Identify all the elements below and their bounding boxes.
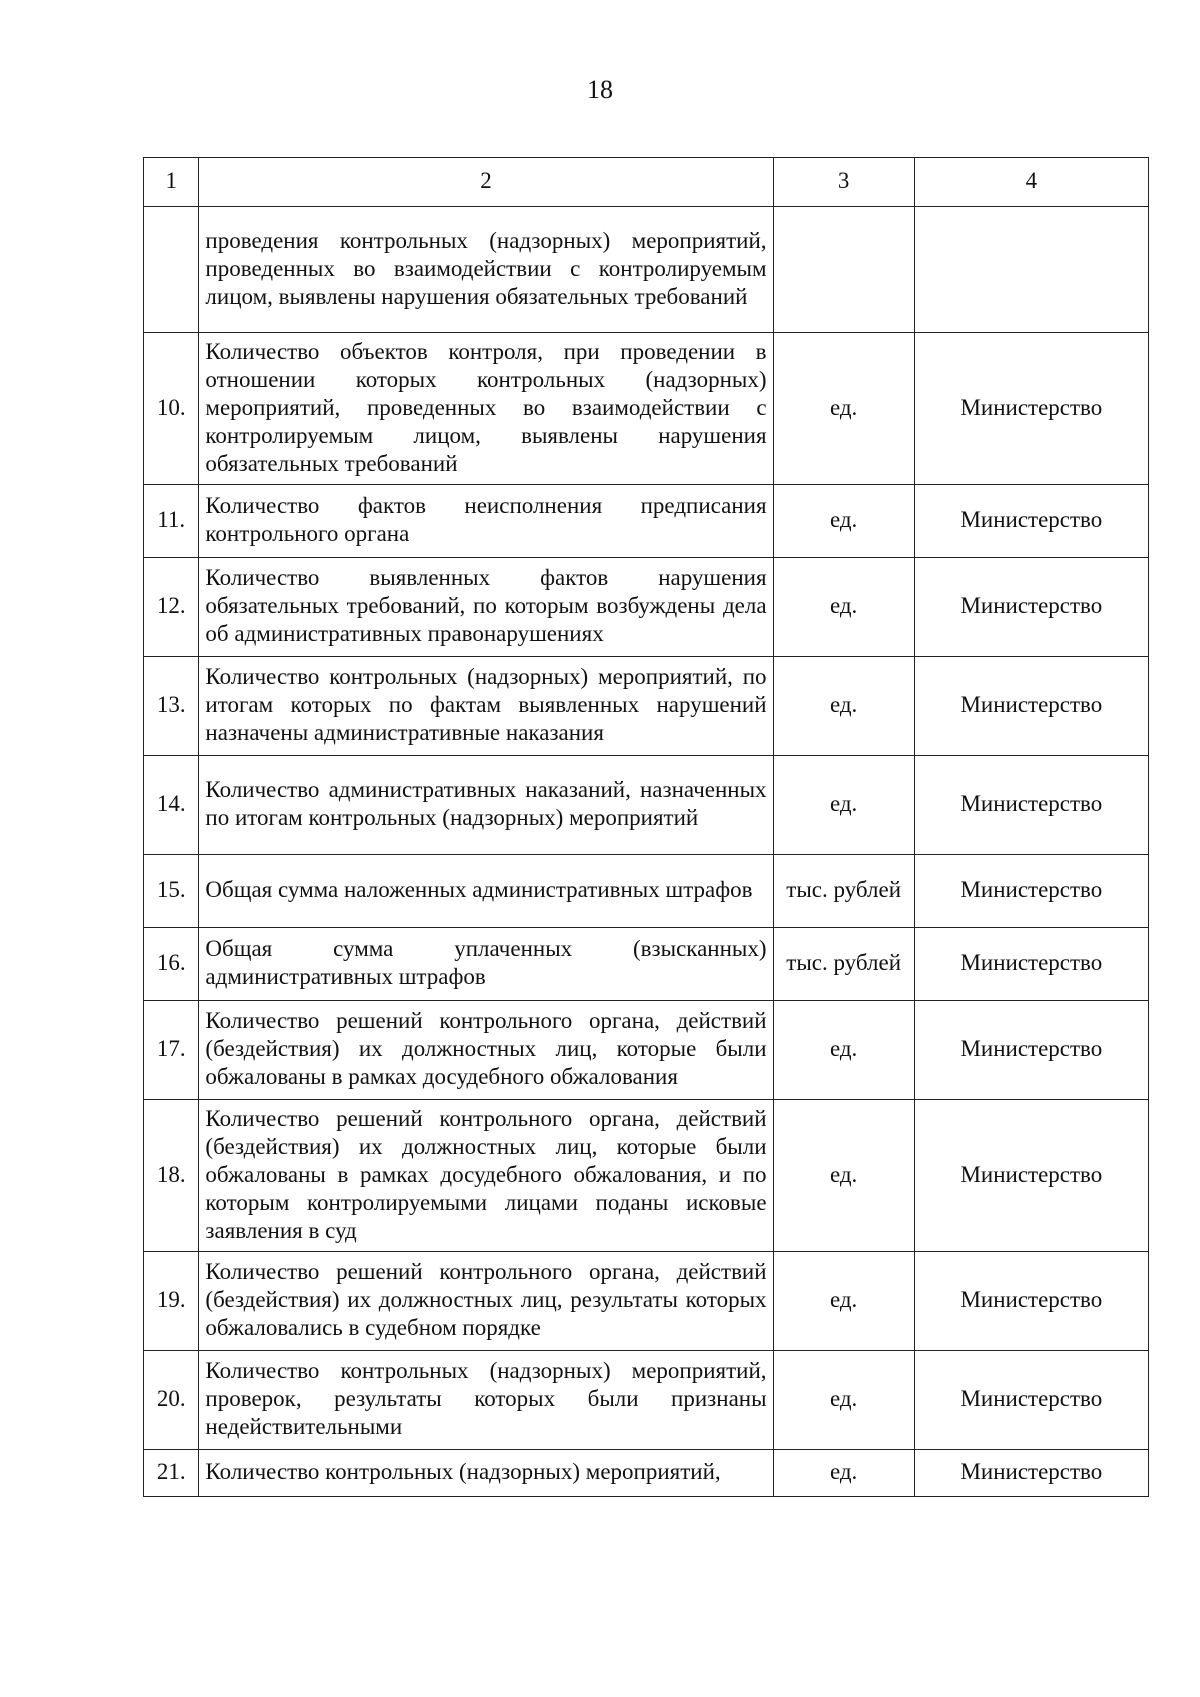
table-row [144,1100,1149,1252]
row-unit: ед. [773,333,914,485]
row-number: 17. [144,1001,199,1100]
row-unit: ед. [773,1450,914,1497]
row-indicator-text: проведения контрольных (надзорных) мероприятий, проведенных во взаимодействии с контролируемым лицом, выявлены нарушения обязательных требований [199,207,773,333]
page-number: 18 [587,75,613,104]
row-source: Министерство [914,1351,1148,1450]
row-indicator-text: Количество контрольных (надзорных) мероприятий, [199,1450,773,1497]
row-number: 19. [144,1252,199,1351]
table-row [144,1001,1149,1100]
row-indicator-text: Количество административных наказаний, назначенных по итогам контрольных (надзорных) мероприятий [199,756,773,855]
row-indicator-text: Количество решений контрольного органа, действий (бездействия) их должностных лиц, которые были обжалованы в рамках досудебного обжалования, и по которым контролируемыми лицами поданы исковые заявления в суд [199,1100,773,1252]
row-unit: ед. [773,756,914,855]
row-unit: ед. [773,1252,914,1351]
table-row [144,1252,1149,1351]
row-source: Министерство [914,928,1148,1001]
row-number: 15. [144,855,199,928]
row-unit: ед. [773,558,914,657]
row-source: Министерство [914,1001,1148,1100]
row-unit: ед. [773,1001,914,1100]
row-indicator-text: Количество контрольных (надзорных) мероприятий, по итогам которых по фактам выявленных нарушений назначены административные наказания [199,657,773,756]
table-row [144,558,1149,657]
table-row [144,1351,1149,1450]
row-indicator-text: Общая сумма наложенных административных штрафов [199,855,773,928]
row-number: 21. [144,1450,199,1497]
table-row [144,207,1149,333]
row-unit: ед. [773,485,914,558]
row-unit: ед. [773,1351,914,1450]
row-number: 10. [144,333,199,485]
table-row [144,928,1149,1001]
row-source: Министерство [914,855,1148,928]
row-indicator-text: Количество фактов неисполнения предписания контрольного органа [199,485,773,558]
row-indicator-text: Количество контрольных (надзорных) мероприятий, проверок, результаты которых были признаны недействительными [199,1351,773,1450]
row-source: Министерство [914,1100,1148,1252]
row-unit: тыс. рублей [773,928,914,1001]
table-row [144,855,1149,928]
row-source: Министерство [914,558,1148,657]
row-source [914,207,1148,333]
header-col-3: 3 [773,158,914,207]
table-row [144,485,1149,558]
row-source: Министерство [914,485,1148,558]
row-source: Министерство [914,657,1148,756]
row-indicator-text: Количество решений контрольного органа, действий (бездействия) их должностных лиц, которые были обжалованы в рамках досудебного обжалования [199,1001,773,1100]
header-col-4: 4 [914,158,1148,207]
row-number [144,207,199,333]
row-number: 13. [144,657,199,756]
row-indicator-text: Количество выявленных фактов нарушения обязательных требований, по которым возбуждены дела об административных правонарушениях [199,558,773,657]
row-number: 16. [144,928,199,1001]
row-number: 20. [144,1351,199,1450]
row-indicator-text: Количество решений контрольного органа, действий (бездействия) их должностных лиц, результаты которых обжаловались в судебном порядке [199,1252,773,1351]
header-col-2: 2 [199,158,773,207]
indicators-table [143,157,1149,1497]
row-number: 11. [144,485,199,558]
row-unit: ед. [773,1100,914,1252]
table-row [144,657,1149,756]
row-number: 12. [144,558,199,657]
row-source: Министерство [914,333,1148,485]
row-source: Министерство [914,756,1148,855]
header-col-1: 1 [144,158,199,207]
table-header-row [144,158,1149,207]
row-source: Министерство [914,1450,1148,1497]
row-unit: ед. [773,657,914,756]
table-row [144,756,1149,855]
row-source: Министерство [914,1252,1148,1351]
table-row [144,333,1149,485]
row-unit: тыс. рублей [773,855,914,928]
row-number: 18. [144,1100,199,1252]
row-unit [773,207,914,333]
row-indicator-text: Общая сумма уплаченных (взысканных) административных штрафов [199,928,773,1001]
table-row [144,1450,1149,1497]
row-number: 14. [144,756,199,855]
row-indicator-text: Количество объектов контроля, при проведении в отношении которых контрольных (надзорных) мероприятий, проведенных во взаимодействии с контролируемым лицом, выявлены нарушения обязательных требований [199,333,773,485]
